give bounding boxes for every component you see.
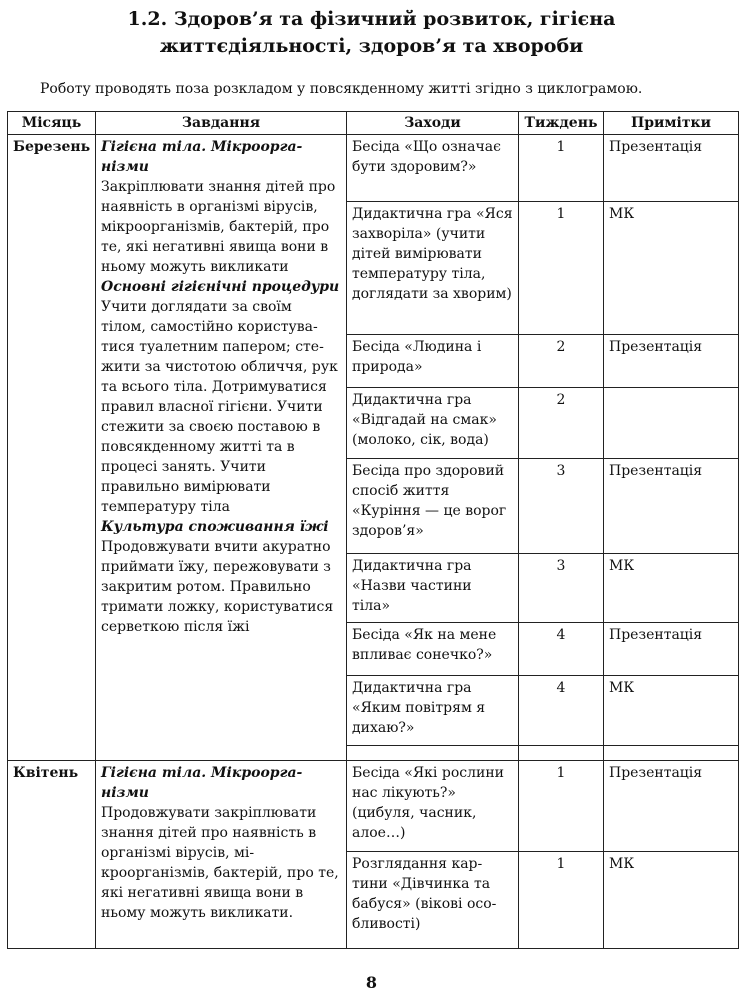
header-events: Заходи (347, 112, 519, 135)
page-title (0, 6, 743, 60)
task-heading: Основні гігієнічні процедури (101, 279, 340, 295)
month-cell-berezen: Березень (8, 135, 96, 761)
week-cell: 1 (519, 852, 604, 949)
page-number: 8 (365, 973, 378, 992)
task-text: Продовжувати вчити акуратно приймати їжу, пережовувати з закритим ротом. Правильно тримати ложку, користуватися серветкою після їжі (101, 539, 334, 635)
task-heading: Культура споживання їжі (101, 519, 329, 535)
week-cell: 4 (519, 623, 604, 676)
note-cell: Презентація (604, 335, 739, 388)
header-task: Завдання (96, 112, 347, 135)
subtitle: Роботу проводять поза розкладом у повсякденному житті згідно з циклограмою. (40, 81, 643, 97)
empty-cell (604, 746, 739, 761)
title-line-2: життєдіяльності, здоров’я та хвороби (159, 35, 584, 57)
week-cell: 4 (519, 676, 604, 746)
week-cell: 2 (519, 388, 604, 459)
event-cell: Бесіда «Які рослини нас лікують?» (цибуля, часник, алое…) (347, 761, 519, 852)
task-text: Учити доглядати за своїм тілом, самостійно користуватися туалетним папером; стежити за чистотою обличчя, рук та всього тіла. Дотримуватися правил власної гігієни. Учити стежити за своєю поставою в повсякденному житті та в процесі занять. Учити правильно вимірювати температуру тіла (101, 299, 338, 515)
task-heading: Гігієна тіла. Мікроорганізми (101, 139, 303, 175)
note-cell: Презентація (604, 761, 739, 852)
header-month: Місяць (8, 112, 96, 135)
note-cell: МК (604, 852, 739, 949)
event-cell: Розглядання картини «Дівчинка та бабуся» (вікові особливості) (347, 852, 519, 949)
table-row (8, 135, 739, 202)
event-cell: Бесіда про здоровий спосіб життя «Куріння — це ворог здоров’я» (347, 459, 519, 554)
week-cell: 3 (519, 554, 604, 623)
task-text: Закріплювати знання дітей про наявність в організмі вірусів, мікроорганізмів, бактерій, про те, які негативні явища вони в ньому можуть викликати (101, 179, 336, 275)
header-notes: Примітки (604, 112, 739, 135)
empty-cell (519, 746, 604, 761)
note-cell: Презентація (604, 623, 739, 676)
event-cell: Дидактична гра «Назви частини тіла» (347, 554, 519, 623)
note-cell (604, 388, 739, 459)
task-text: Продовжувати закріплювати знання дітей про наявність в організмі вірусів, мікроорганізмів, бактерій, про те, які негативні явища вони в ньому можуть викликати. (101, 805, 339, 921)
note-cell: Презентація (604, 459, 739, 554)
header-week: Тиждень (519, 112, 604, 135)
note-cell: Презентація (604, 135, 739, 202)
week-cell: 2 (519, 335, 604, 388)
event-cell: Бесіда «Що означає бути здоровим?» (347, 135, 519, 202)
week-cell: 1 (519, 135, 604, 202)
task-cell-kviten (96, 761, 347, 949)
note-cell: МК (604, 554, 739, 623)
event-cell: Бесіда «Людина і природа» (347, 335, 519, 388)
note-cell: МК (604, 202, 739, 335)
empty-cell (347, 746, 519, 761)
week-cell: 1 (519, 761, 604, 852)
event-cell: Дидактична гра «Яся захворіла» (учити дітей вимірювати температуру тіла, доглядати за хворим) (347, 202, 519, 335)
table-row (8, 761, 739, 852)
title-line-1: 1.2. Здоров’я та фізичний розвиток, гігієна (127, 8, 616, 30)
week-cell: 3 (519, 459, 604, 554)
event-cell: Бесіда «Як на мене впливає сонечко?» (347, 623, 519, 676)
schedule-table (7, 111, 739, 949)
note-cell: МК (604, 676, 739, 746)
task-heading: Гігієна тіла. Мікроорганізми (101, 765, 303, 801)
table-header-row (8, 112, 739, 135)
event-cell: Дидактична гра «Відгадай на смак» (молоко, сік, вода) (347, 388, 519, 459)
task-cell-berezen (96, 135, 347, 761)
month-cell-kviten: Квітень (8, 761, 96, 949)
week-cell: 1 (519, 202, 604, 335)
event-cell: Дидактична гра «Яким повітрям я дихаю?» (347, 676, 519, 746)
